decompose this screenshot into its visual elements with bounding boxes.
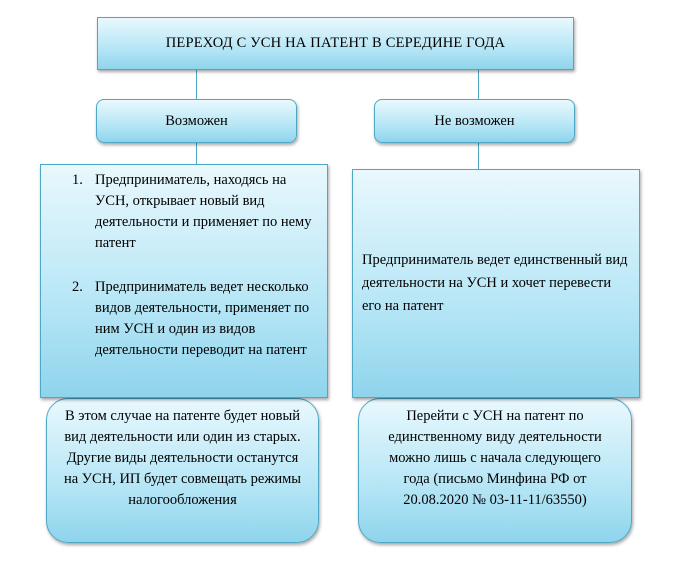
conditions-list — [41, 165, 327, 361]
connector-left-label-to-list — [196, 143, 197, 165]
connector-right-label-to-condition — [478, 143, 479, 169]
list-item-text: Предприниматель ведет несколько видов деятельности, применяет по ним УСН и один из видов деятельности переводит на патент — [95, 279, 310, 358]
outcome-possible — [46, 398, 319, 543]
conditions-possible — [40, 164, 328, 398]
list-item — [41, 170, 315, 254]
list-item-number: 2. — [72, 279, 83, 295]
diagram-title-text: ПЕРЕХОД С УСН НА ПАТЕНТ В СЕРЕДИНЕ ГОДА — [165, 35, 506, 51]
list-item — [41, 277, 315, 361]
diagram-title — [97, 17, 574, 70]
list-item-text: Предприниматель, находясь на УСН, открывает новый вид деятельности и применяет по нему патент — [95, 172, 312, 251]
outcome-impossible-text: Перейти с УСН на патент по единственному виду деятельности можно лишь с начала следующего года (письмо Минфина РФ от 20.08.2020 № 03-11-11/63550) — [388, 408, 602, 508]
list-item-number: 1. — [72, 172, 83, 188]
outcome-possible-text: В этом случае на патенте будет новый вид деятельности или один из старых. Другие виды деятельности останутся на УСН, ИП будет совмещать режимы налогообложения — [63, 408, 302, 508]
connector-title-left — [196, 70, 197, 100]
connector-title-right — [478, 70, 479, 100]
condition-impossible-text: Предприниматель ведет единственный вид деятельности на УСН и хочет перевести его на патент — [362, 252, 628, 314]
outcome-impossible — [358, 398, 632, 543]
branch-label-impossible-text: Не возможен — [434, 112, 515, 129]
branch-label-possible — [96, 99, 297, 143]
condition-impossible — [352, 169, 640, 398]
branch-label-possible-text: Возможен — [165, 112, 228, 129]
branch-label-impossible — [374, 99, 575, 143]
